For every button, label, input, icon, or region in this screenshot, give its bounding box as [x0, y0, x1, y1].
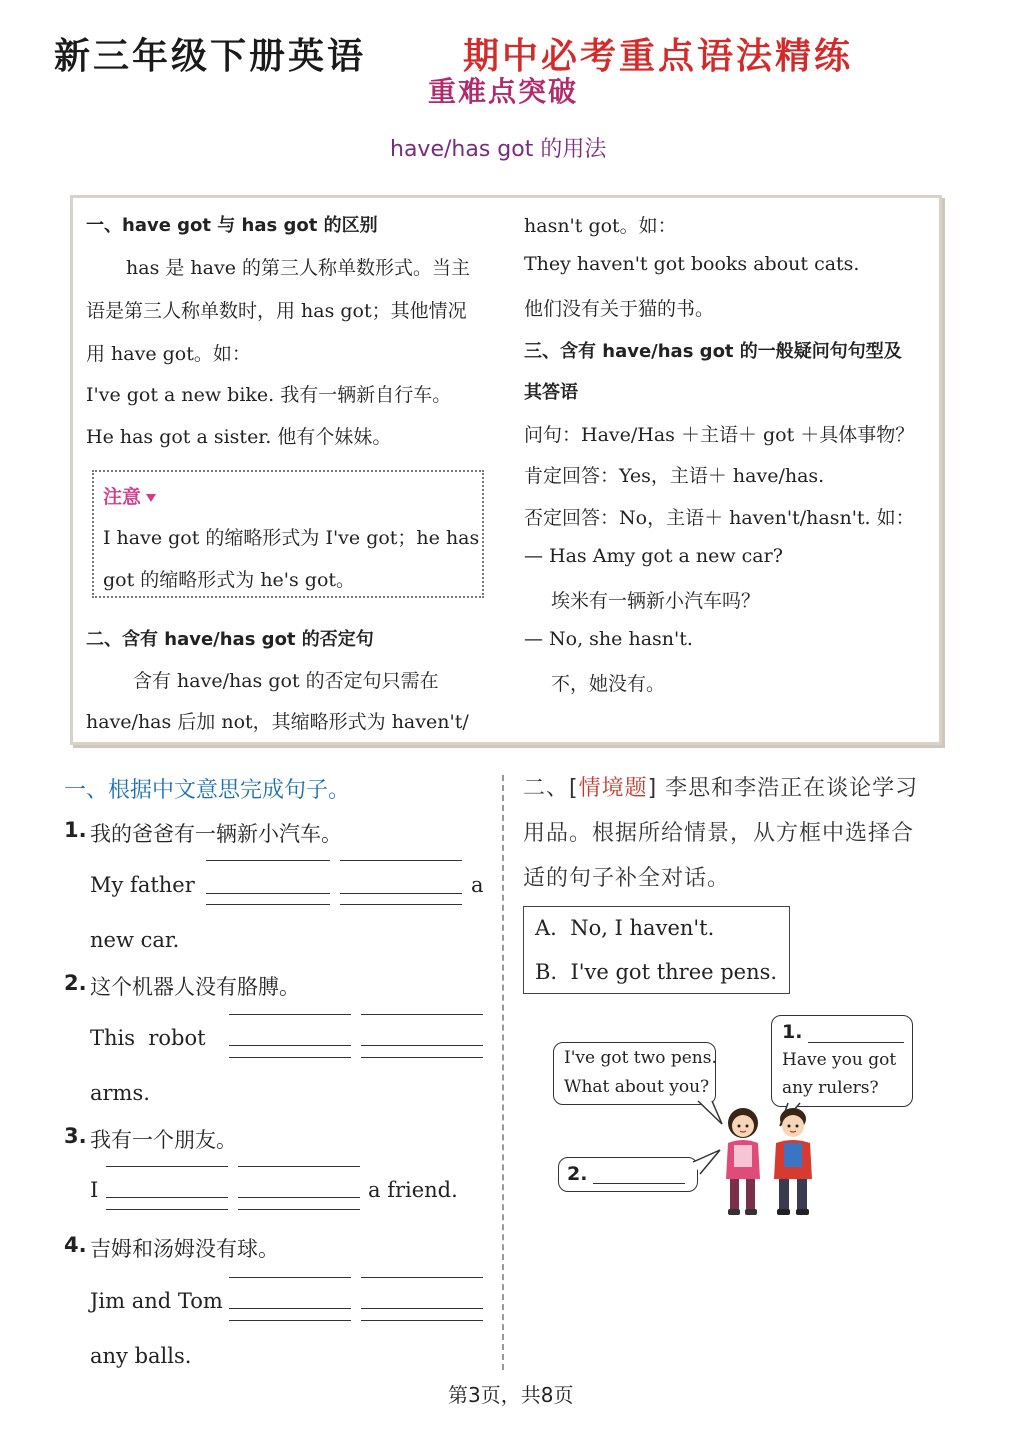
s3-yes-pattern: 肯定回答：Yes，主语＋ have/has.	[524, 465, 825, 487]
q3-blank1-line[interactable]	[106, 1197, 228, 1198]
s2-paragraph-line2: have/has 后加 not，其缩略形式为 haven't/	[86, 711, 469, 733]
q1-blank1[interactable]	[206, 860, 330, 861]
s1-paragraph-line1: has 是 have 的第三人称单数形式。当主	[126, 257, 470, 279]
note-title	[103, 482, 156, 509]
q1-prefix: My father	[90, 873, 195, 897]
q3-prefix: I	[90, 1178, 99, 1202]
s3-question-pattern: 问句：Have/Has ＋主语＋ got ＋具体事物？	[524, 424, 915, 446]
q1-blank1-base	[206, 904, 330, 905]
page-title-part1: 新三年级下册英语	[54, 35, 367, 77]
s3-title-line2: 其答语	[524, 382, 578, 403]
girl-figure	[726, 1108, 760, 1215]
right-line3: 他们没有关于猫的书。	[524, 298, 715, 320]
q1-blank1-line[interactable]	[206, 893, 330, 894]
q4-blank1-base	[229, 1320, 351, 1321]
s1-example1: I've got a new bike. 我有一辆新自行车。	[86, 384, 452, 406]
s3-example-answer-cn: 不，她没有。	[551, 673, 666, 695]
bubble-bottom-number: 2.	[567, 1163, 588, 1185]
q1-suffix: a	[471, 873, 484, 897]
triangle-down-icon	[146, 494, 156, 502]
page-number: 第3页，共8页	[448, 1383, 574, 1407]
q2-prefix: This robot	[90, 1026, 206, 1050]
q4-blank1[interactable]	[229, 1277, 351, 1278]
bubble-right-line2: any rulers?	[782, 1078, 879, 1098]
q4-prefix: Jim and Tom	[90, 1289, 223, 1313]
column-divider	[502, 775, 504, 1370]
q3-blank1[interactable]	[106, 1166, 228, 1167]
exercise2-heading-line2: 用品。根据所给情景，从方框中选择合	[523, 821, 915, 846]
q3-blank1-base	[106, 1209, 228, 1210]
right-line1: hasn't got。如：	[524, 215, 677, 237]
q3-number: 3.	[64, 1124, 87, 1148]
option-b: B. I've got three pens.	[535, 960, 778, 984]
speech-bubble-left	[553, 1042, 716, 1105]
right-line2: They haven't got books about cats.	[524, 253, 860, 275]
exercise1-heading: 一、根据中文意思完成句子。	[64, 778, 351, 803]
q3-blank2-line[interactable]	[238, 1197, 360, 1198]
bubble-right-blank[interactable]	[808, 1042, 904, 1043]
exercise2-tag: 情境题	[578, 776, 648, 801]
q3-blank2-base	[238, 1209, 360, 1210]
s3-no-pattern: 否定回答：No，主语＋ haven't/hasn't. 如：	[524, 507, 915, 529]
q2-blank1-line[interactable]	[229, 1045, 351, 1046]
q3-blank2[interactable]	[238, 1166, 360, 1167]
q4-tail: any balls.	[90, 1344, 192, 1368]
s3-title-line1: 三、含有 have/has got 的一般疑问句句型及	[524, 341, 902, 362]
note-line2: got 的缩略形式为 he's got。	[103, 569, 356, 591]
q1-tail: new car.	[90, 928, 180, 952]
q4-blank2-base	[361, 1320, 483, 1321]
exercise2-heading-line3: 适的句子补全对话。	[523, 866, 731, 891]
exercise2-heading-prefix: 二、[	[523, 776, 579, 801]
page-subtitle: 重难点突破	[428, 75, 579, 108]
q3-chinese: 我有一个朋友。	[90, 1128, 237, 1152]
boy-figure	[774, 1108, 812, 1215]
q4-blank2[interactable]	[361, 1277, 483, 1278]
s1-paragraph-line3: 用 have got。如：	[86, 343, 251, 365]
q2-number: 2.	[64, 971, 87, 995]
s3-example-question: — Has Amy got a new car?	[524, 545, 783, 567]
exercise2-heading-rest: ] 李思和李浩正在谈论学习	[647, 776, 919, 801]
bubble-bottom-blank[interactable]	[593, 1183, 685, 1184]
q2-tail: arms.	[90, 1081, 150, 1105]
s2-title: 二、含有 have/has got 的否定句	[86, 629, 374, 650]
q4-blank2-line[interactable]	[361, 1308, 483, 1309]
note-title-text: 注意	[103, 486, 142, 508]
page-title-part2: 期中必考重点语法精练	[463, 35, 854, 77]
q1-number: 1.	[64, 818, 87, 842]
s3-example-answer: — No, she hasn't.	[524, 628, 693, 650]
speech-bubble-right	[771, 1015, 913, 1107]
bubble-right-number: 1.	[782, 1021, 803, 1043]
s3-example-question-cn: 埃米有一辆新小汽车吗？	[551, 590, 761, 612]
s1-paragraph-line2: 语是第三人称单数时，用 has got；其他情况	[86, 300, 467, 322]
q1-chinese: 我的爸爸有一辆新小汽车。	[90, 822, 342, 846]
bubble-left-line1: I've got two pens.	[564, 1048, 717, 1068]
bubble-right-line1: Have you got	[782, 1050, 897, 1070]
section-title: have/has got 的用法	[390, 137, 607, 162]
exercise2-heading-line1	[523, 771, 918, 802]
q2-blank2-base	[361, 1057, 483, 1058]
q3-suffix: a friend.	[368, 1178, 458, 1202]
q2-blank2-line[interactable]	[361, 1045, 483, 1046]
q2-chinese: 这个机器人没有胳膊。	[90, 975, 300, 999]
children-illustration	[716, 1105, 822, 1225]
q2-blank1-base	[229, 1057, 351, 1058]
q2-blank2[interactable]	[361, 1014, 483, 1015]
s1-example2: He has got a sister. 他有个妹妹。	[86, 426, 392, 448]
q4-blank1-line[interactable]	[229, 1308, 351, 1309]
bubble-left-line2: What about you?	[564, 1077, 710, 1097]
q2-blank1[interactable]	[229, 1014, 351, 1015]
s2-paragraph-line1: 含有 have/has got 的否定句只需在	[133, 670, 439, 692]
s1-title: 一、have got 与 has got 的区别	[86, 215, 378, 236]
q1-blank2-line[interactable]	[340, 893, 462, 894]
q4-number: 4.	[64, 1233, 87, 1257]
q1-blank2-base	[340, 904, 462, 905]
option-a: A. No, I haven't.	[535, 916, 715, 940]
q4-chinese: 吉姆和汤姆没有球。	[90, 1237, 279, 1261]
q1-blank2[interactable]	[340, 860, 462, 861]
speech-bubble-bottom	[558, 1157, 698, 1192]
note-line1: I have got 的缩略形式为 I've got；he has	[103, 527, 480, 549]
